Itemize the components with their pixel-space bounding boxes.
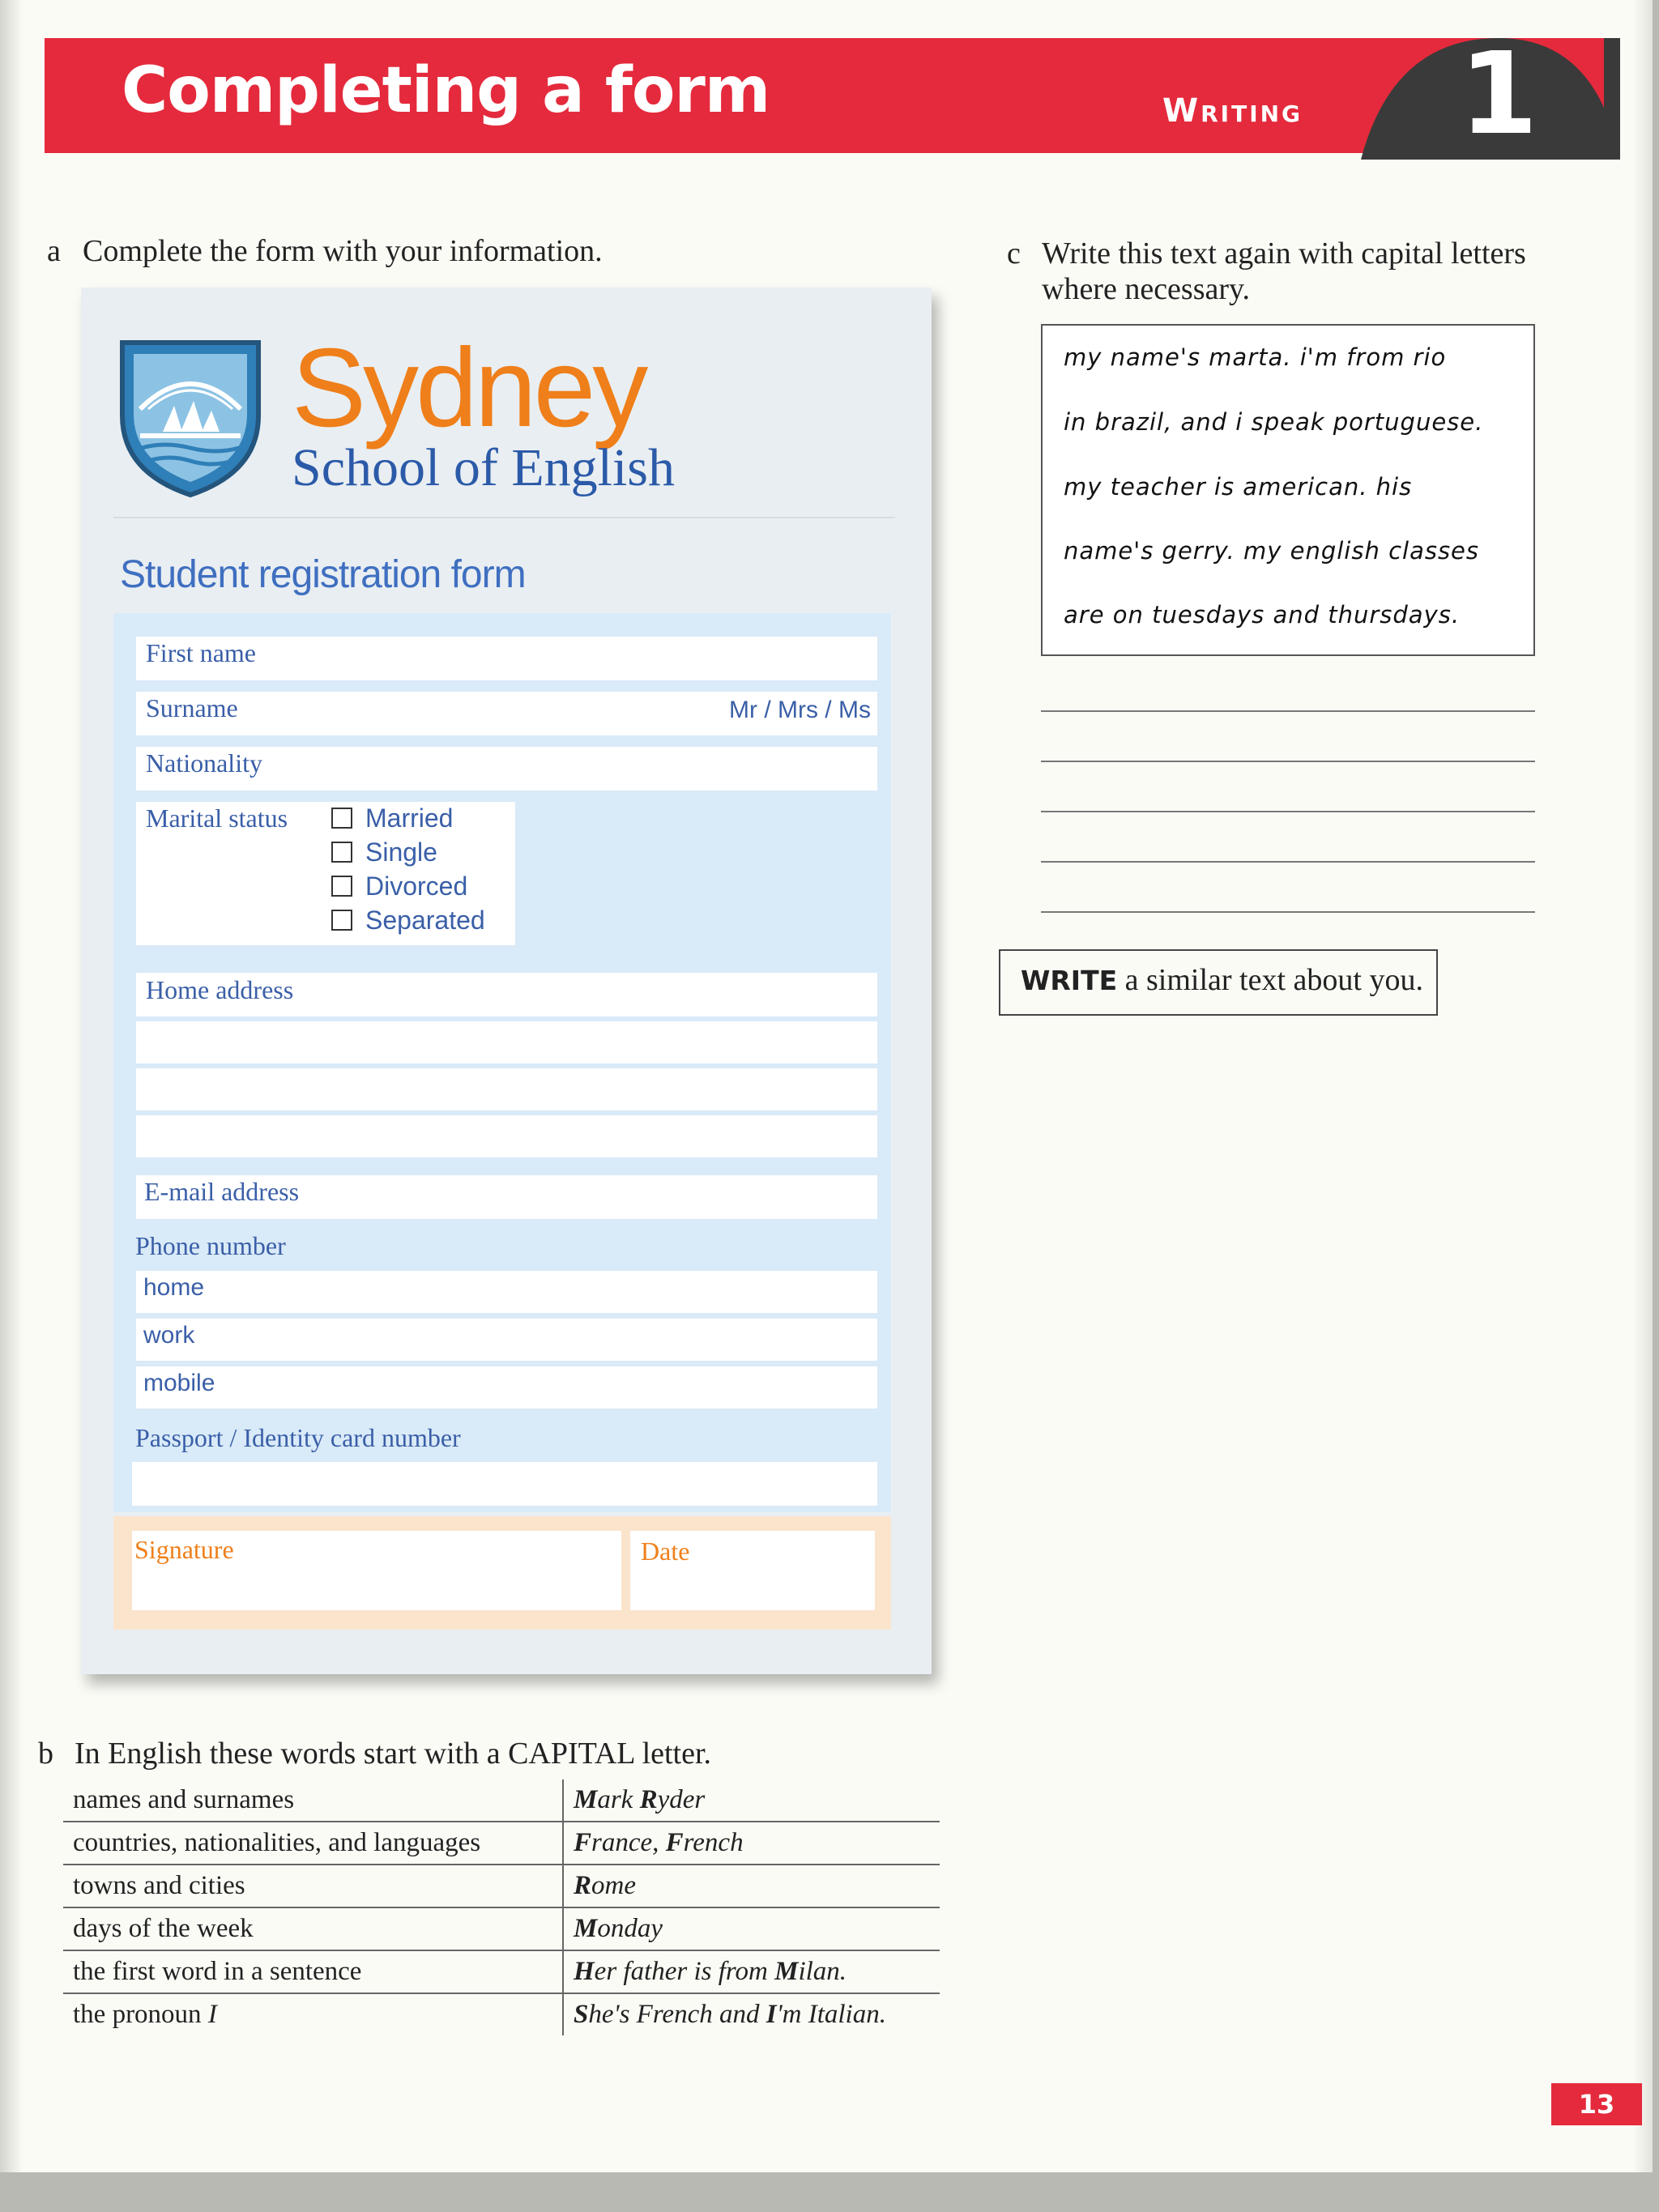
- rule-category: names and surnames: [63, 1779, 563, 1822]
- form-divider: [113, 517, 895, 518]
- date-label: Date: [641, 1536, 690, 1566]
- first-name-label: First name: [146, 638, 256, 667]
- part-b-instruction: In English these words start with a CAPITAL letter.: [75, 1737, 712, 1771]
- home-address-label: Home address: [146, 975, 294, 1004]
- phone-mobile-label: mobile: [143, 1370, 215, 1396]
- passport-field[interactable]: [132, 1462, 877, 1506]
- phone-home-label: home: [143, 1274, 205, 1301]
- capital-letters-table: [63, 1779, 940, 2035]
- table-row: [63, 1779, 940, 1822]
- passport-label: Passport / Identity card number: [135, 1423, 461, 1452]
- home-address-line-4[interactable]: [136, 1115, 877, 1157]
- rule-example: France, French: [563, 1822, 940, 1865]
- divorced-option-label: Divorced: [365, 872, 468, 901]
- table-row: [63, 1993, 940, 2035]
- email-label: E-mail address: [144, 1177, 300, 1206]
- table-row: [63, 1950, 940, 1993]
- phone-mobile-field[interactable]: [136, 1366, 877, 1409]
- separated-checkbox[interactable]: [331, 910, 352, 931]
- answer-line[interactable]: [1041, 761, 1535, 762]
- answer-line[interactable]: [1041, 861, 1535, 863]
- surname-label: Surname: [146, 693, 238, 722]
- answer-line[interactable]: [1041, 911, 1535, 913]
- handwritten-line: are on tuesdays and thursdays.: [1064, 601, 1461, 629]
- handwritten-line: my teacher is american. his: [1064, 473, 1413, 501]
- phone-work-label: work: [143, 1322, 195, 1349]
- part-c-instruction-line-2: where necessary.: [1042, 272, 1251, 306]
- table-row: [63, 1822, 940, 1865]
- logo-sydney: Sydney: [292, 326, 646, 450]
- page-number: 13: [1551, 2083, 1642, 2125]
- single-checkbox[interactable]: [331, 842, 352, 863]
- rule-category: towns and cities: [63, 1865, 563, 1907]
- table-row: [63, 1865, 940, 1907]
- rule-example: Her father is from Milan.: [563, 1950, 940, 1993]
- part-b-letter: b: [38, 1737, 53, 1771]
- phone-home-field[interactable]: [136, 1271, 877, 1313]
- part-a-instruction: Complete the form with your information.: [83, 234, 603, 268]
- home-address-line-2[interactable]: [136, 1021, 877, 1063]
- page-title: Completing a form: [122, 54, 770, 127]
- harbour-shield-icon: [116, 335, 265, 498]
- write-task-text: WRITE a similar text about you.: [1021, 963, 1423, 997]
- rule-example: She's French and I'm Italian.: [574, 2000, 886, 2029]
- rule-example: Rome: [563, 1865, 940, 1907]
- handwritten-line: in brazil, and i speak portuguese.: [1064, 408, 1484, 436]
- page-edge-shadow: [1633, 0, 1653, 2172]
- rule-category: days of the week: [63, 1907, 563, 1950]
- single-option-label: Single: [365, 837, 437, 867]
- marital-status-label: Marital status: [146, 803, 288, 833]
- handwritten-line: name's gerry. my english classes: [1064, 537, 1480, 565]
- married-option-label: Married: [365, 803, 454, 833]
- part-c-letter: c: [1007, 237, 1021, 271]
- form-title: Student registration form: [120, 553, 526, 596]
- page-spine-shadow: [0, 0, 23, 2172]
- rule-example: Monday: [563, 1907, 940, 1950]
- answer-line[interactable]: [1041, 811, 1535, 812]
- rule-category: countries, nationalities, and languages: [63, 1822, 563, 1865]
- phone-number-label: Phone number: [135, 1231, 286, 1260]
- rule-example: Mark Ryder: [563, 1779, 940, 1822]
- home-address-line-3[interactable]: [136, 1068, 877, 1110]
- phone-work-field[interactable]: [136, 1319, 877, 1361]
- rule-category: the pronoun I: [63, 1993, 563, 2035]
- divorced-checkbox[interactable]: [331, 876, 352, 897]
- rule-category: the first word in a sentence: [63, 1950, 563, 1993]
- table-row: [63, 1907, 940, 1950]
- section-label: Writing: [1162, 92, 1303, 130]
- handwritten-line: my name's marta. i'm from rio: [1064, 343, 1447, 371]
- title-options[interactable]: Mr / Mrs / Ms: [729, 697, 871, 723]
- separated-option-label: Separated: [365, 906, 485, 935]
- logo-school-of-english: School of English: [292, 438, 675, 497]
- unit-number: 1: [1459, 28, 1538, 160]
- signature-label: Signature: [134, 1535, 234, 1564]
- part-a-letter: a: [47, 234, 61, 268]
- married-checkbox[interactable]: [331, 808, 352, 829]
- answer-line[interactable]: [1041, 710, 1535, 712]
- part-c-instruction-line-1: Write this text again with capital letters: [1042, 237, 1526, 271]
- nationality-label: Nationality: [146, 748, 262, 778]
